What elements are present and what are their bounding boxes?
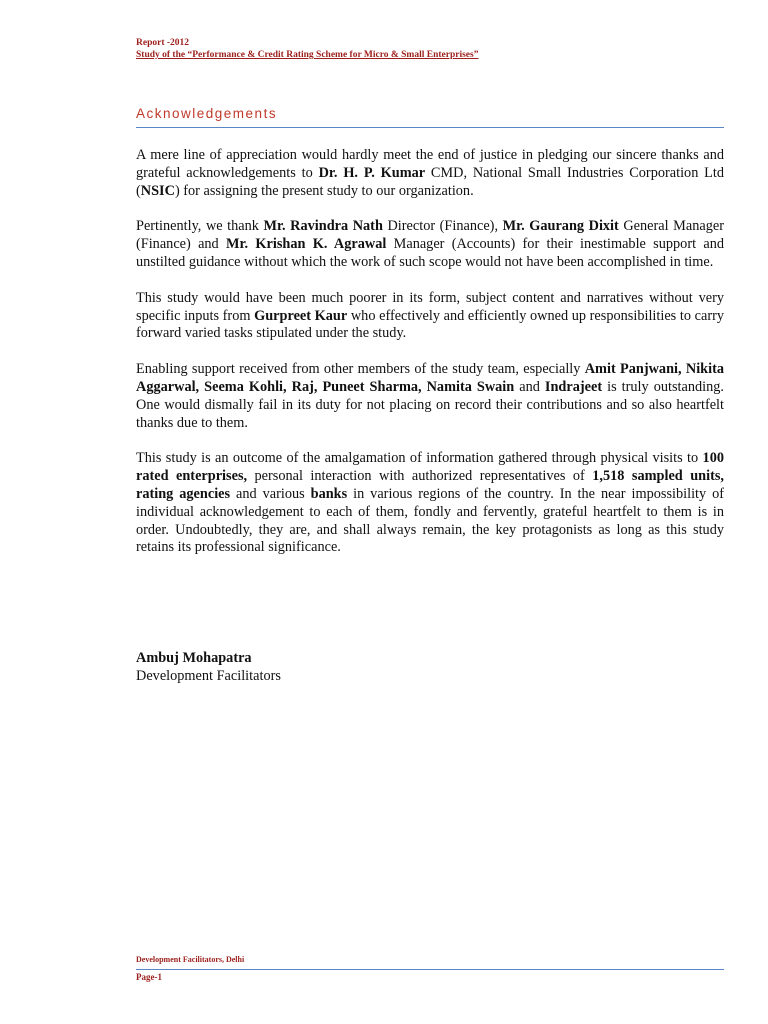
bold-text: Mr. Ravindra Nath [263, 218, 383, 235]
paragraph [136, 218, 724, 271]
report-header [136, 37, 478, 61]
text-run: is truly outstanding. One would dismally fail in its duty for not placing on record their contributions and so also heartfelt thanks due to them. [136, 378, 724, 431]
acknowledgement-body [136, 147, 724, 557]
bold-text: Indrajeet [544, 378, 603, 395]
text-run: This study is an outcome of the amalgamation of information gathered through physical visits to [136, 450, 703, 467]
bold-text: banks [310, 485, 348, 502]
bold-text: Dr. H. P. Kumar [318, 164, 426, 181]
footer-organization: Development Facilitators, Delhi [136, 955, 245, 964]
text-run: in various regions of the country. In the near impossibility of individual acknowledgement to each of them, fondly and fervently, grateful heartfelt to them is in order. Undoubtedly, they are, and shall always remain, the key protagonists as long as this study retains its professional significance. [136, 485, 725, 556]
heading-divider [136, 127, 724, 128]
text-run: Director (Finance), [382, 218, 503, 235]
text-run: Manager (Accounts) for their inestimable support and unstilted guidance without which the work of such scope would not have been accomplished in time. [136, 236, 724, 270]
text-run: General Manager (Finance) and [136, 218, 724, 253]
text-run: CMD, National Small Industries Corporation Ltd ( [136, 164, 724, 199]
signatory-name: Ambuj Mohapatra [136, 650, 252, 666]
signatory-organization: Development Facilitators [136, 668, 281, 684]
text-run: personal interaction with authorized representatives of [247, 468, 593, 485]
page-number: Page-1 [136, 972, 162, 982]
bold-text: Amit Panjwani, Nikita Aggarwal, Seema Kohli, Raj, Puneet Sharma, Namita Swain [136, 361, 725, 395]
bold-text: 100 rated enterprises, [136, 450, 724, 485]
text-run: and [514, 378, 545, 395]
bold-text: Gurpreet Kaur [254, 307, 348, 324]
signature-block [136, 649, 281, 685]
text-run: ) for assigning the present study to our organization. [174, 182, 474, 199]
bold-text: 1,518 sampled units, rating agencies [136, 468, 724, 502]
text-run: This study would have been much poorer in its form, subject content and narratives without very specific inputs from [136, 289, 724, 324]
text-run: A mere line of appreciation would hardly meet the end of justice in pledging our sincere thanks and grateful acknowledgements to [136, 147, 724, 181]
text-run: who effectively and efficiently owned up responsibilities to carry forward varied tasks stipulated under the study. [136, 307, 724, 342]
paragraph [136, 450, 724, 557]
bold-text: NSIC [140, 182, 175, 199]
paragraph [136, 147, 724, 200]
text-run: and various [230, 485, 311, 502]
paragraph [136, 290, 724, 343]
paragraph [136, 361, 724, 432]
text-run: Pertinently, we thank [136, 218, 264, 235]
bold-text: Mr. Krishan K. Agrawal [226, 236, 387, 253]
study-title: Study of the “Performance & Credit Rating Scheme for Micro & Small Enterprises” [136, 50, 479, 60]
text-run: Enabling support received from other members of the study team, especially [136, 361, 585, 378]
footer-divider [136, 969, 724, 970]
report-year: Report -2012 [136, 38, 190, 48]
bold-text: Mr. Gaurang Dixit [502, 218, 619, 235]
section-heading: Acknowledgements [136, 106, 278, 121]
